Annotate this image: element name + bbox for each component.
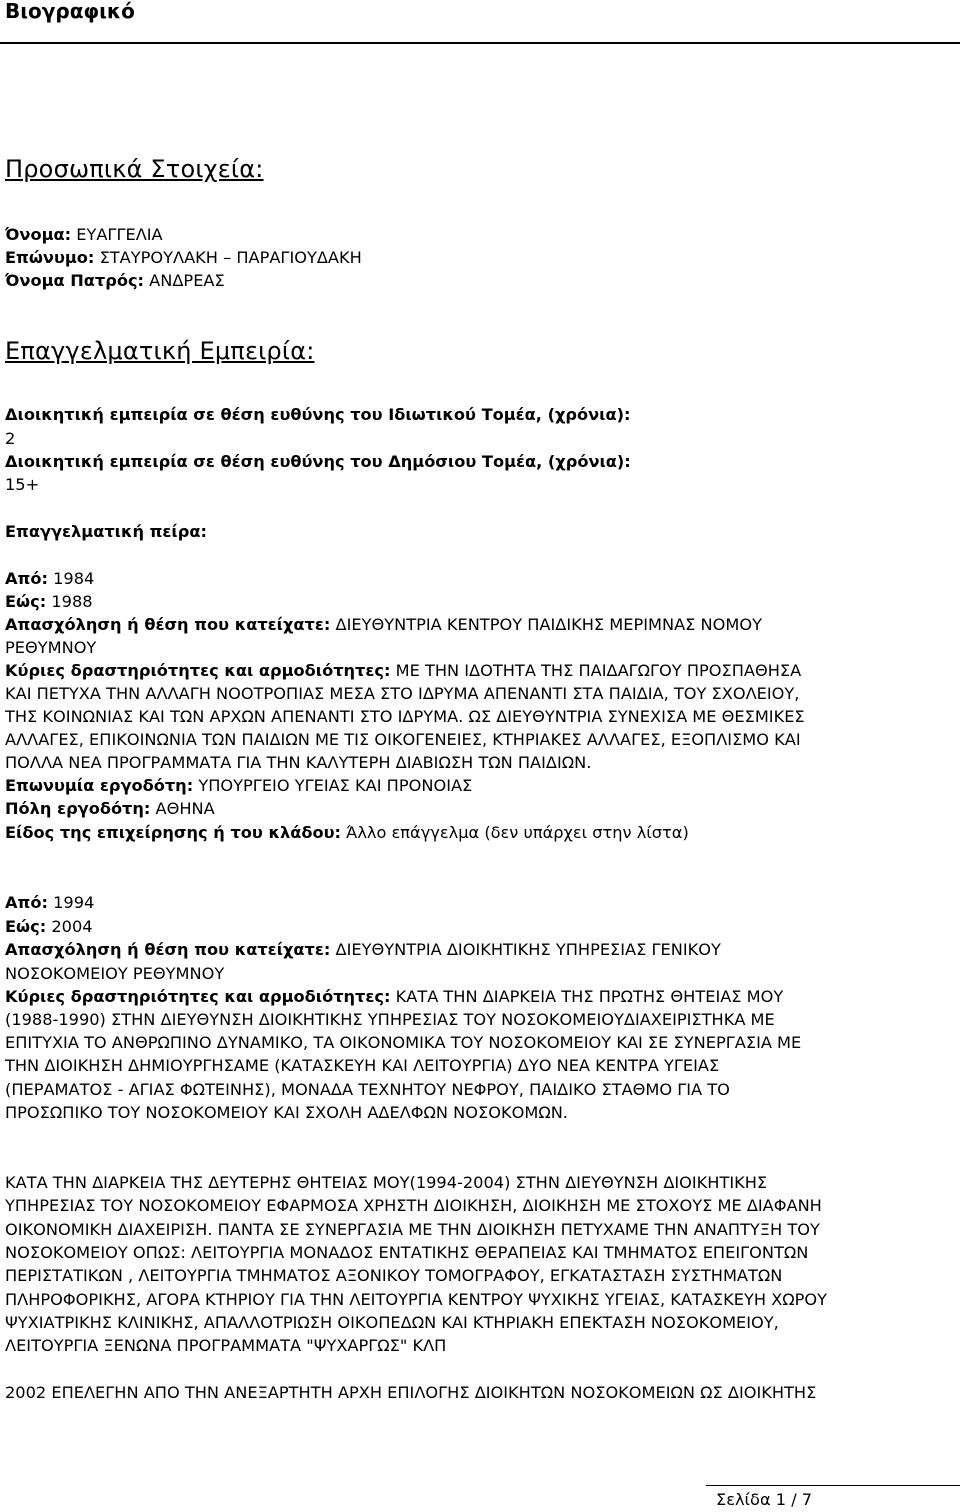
- job1-to-value: 1988: [51, 592, 93, 611]
- from-label: Από:: [5, 893, 48, 912]
- from-label: Από:: [5, 569, 48, 588]
- job1-city-value: ΑΘΗΝΑ: [155, 799, 215, 818]
- first-name-label: Όνομα:: [5, 225, 72, 244]
- second-term-line: ΛΕΙΤΟΥΡΓΙΑ ΞΕΝΩΝΑ ΠΡΟΓΡΑΜΜΑΤΑ "ΨΥΧΑΡΓΩΣ" ΚΛΠ: [5, 1336, 447, 1355]
- job2-to-row: [5, 915, 93, 938]
- job2-duties-row: [5, 985, 783, 1008]
- job1-duties-row: [5, 659, 801, 682]
- surname-label: Επώνυμο:: [5, 248, 95, 267]
- job2-duties-line: ΕΠΙΤΥΧΙΑ ΤΟ ΑΝΘΡΩΠΙΝΟ ΔΥΝΑΜΙΚΟ, ΤΑ ΟΙΚΟΝΟΜΙΚΑ ΤΟΥ ΝΟΣΟΚΟΜΕΙΟΥ ΚΑΙ ΣΕ ΣΥΝΕΡΓΑΣΙΑ ΜΕ: [5, 1033, 802, 1052]
- second-term-line: ΠΕΡΙΣΤΑΤΙΚΩΝ , ΛΕΙΤΟΥΡΓΙΑ ΤΜΗΜΑΤΟΣ ΑΞΟΝΙΚΟΥ ΤΟΜΟΓΡΑΦΟΥ, ΕΓΚΑΤΑΣΤΑΣΗ ΣΥΣΤΗΜΑΤΩΝ: [5, 1266, 783, 1285]
- job2-duties-value: ΚΑΤΑ ΤΗΝ ΔΙΑΡΚΕΙΑ ΤΗΣ ΠΡΩΤΗΣ ΘΗΤΕΙΑΣ ΜΟΥ: [395, 987, 784, 1006]
- second-term-line: ΝΟΣΟΚΟΜΕΙΟΥ ΟΠΩΣ: ΛΕΙΤΟΥΡΓΙΑ ΜΟΝΑΔΟΣ ΕΝΤΑΤΙΚΗΣ ΘΕΡΑΠΕΙΑΣ ΚΑΙ ΤΜΗΜΑΤΟΣ ΕΠΕΙΓΟΝΤΩΝ: [5, 1243, 809, 1262]
- private-sector-label: Διοικητική εμπειρία σε θέση ευθύνης του Ιδιωτικού Τομέα, (χρόνια):: [5, 405, 631, 424]
- job2-position-row: [5, 938, 721, 961]
- duties-label: Κύριες δραστηριότητες και αρμοδιότητες:: [5, 987, 391, 1006]
- first-name-value: ΕΥΑΓΓΕΛΙΑ: [76, 225, 163, 244]
- job1-duties-line: ΚΑΙ ΠΕΤΥΧΑ ΤΗΝ ΑΛΛΑΓΗ ΝΟΟΤΡΟΠΙΑΣ ΜΕΣΑ ΣΤΟ ΙΔΡΥΜΑ ΑΠΕΝΑΝΤΙ ΣΤΑ ΠΑΙΔΙΑ, ΤΟΥ ΣΧΟΛΕΙΟΥ,: [5, 684, 800, 703]
- job1-duties-value: ΜΕ ΤΗΝ ΙΔΟΤΗΤΑ ΤΗΣ ΠΑΙΔΑΓΩΓΟΥ ΠΡΟΣΠΑΘΗΣΑ: [395, 661, 802, 680]
- father-name-row: [5, 269, 225, 292]
- position-label: Απασχόληση ή θέση που κατείχατε:: [5, 615, 331, 634]
- to-label: Εώς:: [5, 917, 47, 936]
- header-divider: [0, 42, 960, 44]
- job2-duties-line: ΤΗΝ ΔΙΟΙΚΗΣΗ ΔΗΜΙΟΥΡΓΗΣΑΜΕ (ΚΑΤΑΣΚΕΥΗ ΚΑΙ ΛΕΙΤΟΥΡΓΙΑ) ΔΥΟ ΝΕΑ ΚΕΝΤΡΑ ΥΓΕΙΑΣ: [5, 1056, 720, 1075]
- job1-from-value: 1984: [53, 569, 95, 588]
- job2-position-cont: ΝΟΣΟΚΟΜΕΙΟΥ ΡΕΘΥΜΝΟΥ: [5, 964, 225, 983]
- second-term-line: ΚΑΤΑ ΤΗΝ ΔΙΑΡΚΕΙΑ ΤΗΣ ΔΕΥΤΕΡΗΣ ΘΗΤΕΙΑΣ ΜΟΥ(1994-2004) ΣΤΗΝ ΔΙΕΥΘΥΝΣΗ ΔΙΟΙΚΗΤΙΚΗΣ: [5, 1173, 768, 1192]
- document-title: Βιογραφικό: [5, 0, 135, 23]
- position-label: Απασχόληση ή θέση που κατείχατε:: [5, 940, 331, 959]
- second-term-line: ΥΠΗΡΕΣΙΑΣ ΤΟΥ ΝΟΣΟΚΟΜΕΙΟΥ ΕΦΑΡΜΟΣΑ ΧΡΗΣΤΗ ΔΙΟΙΚΗΣΗ, ΔΙΟΙΚΗΣΗ ΜΕ ΣΤΟΧΟΥΣ ΜΕ ΔΙΑΦΑΝΗ: [5, 1196, 822, 1215]
- surname-row: [5, 246, 362, 269]
- professional-experience-heading: Επαγγελματική πείρα:: [5, 522, 207, 541]
- father-name-value: ΑΝΔΡΕΑΣ: [149, 271, 225, 290]
- final-line: 2002 ΕΠΕΛΕΓΗΝ ΑΠΟ ΤΗΝ ΑΝΕΞΑΡΤΗΤΗ ΑΡΧΗ ΕΠΙΛΟΓΗΣ ΔΙΟΙΚΗΤΩΝ ΝΟΣΟΚΟΜΕΙΩΝ ΩΣ ΔΙΟΙΚΗΤΗΣ: [5, 1383, 817, 1402]
- job1-duties-line: ΤΗΣ ΚΟΙΝΩΝΙΑΣ ΚΑΙ ΤΩΝ ΑΡΧΩΝ ΑΠΕΝΑΝΤΙ ΣΤΟ ΙΔΡΥΜΑ. ΩΣ ΔΙΕΥΘΥΝΤΡΙΑ ΣΥΝΕΧΙΣΑ ΜΕ ΘΕΣΜΙΚΕΣ: [5, 707, 805, 726]
- page-number: Σελίδα 1 / 7: [716, 1490, 813, 1509]
- job1-sector-row: [5, 821, 689, 844]
- job2-from-row: [5, 891, 94, 914]
- second-term-line: ΠΛΗΡΟΦΟΡΙΚΗΣ, ΑΓΟΡΑ ΚΤΗΡΙΟΥ ΓΙΑ ΤΗΝ ΛΕΙΤΟΥΡΓΙΑ ΚΕΝΤΡΟΥ ΨΥΧΙΚΗΣ ΥΓΕΙΑΣ, ΚΑΤΑΣΚΕΥΗ ΧΩΡΟΥ: [5, 1290, 828, 1309]
- to-label: Εώς:: [5, 592, 47, 611]
- duties-label: Κύριες δραστηριότητες και αρμοδιότητες:: [5, 661, 391, 680]
- father-name-label: Όνομα Πατρός:: [5, 271, 145, 290]
- job2-duties-line: ΠΡΟΣΩΠΙΚΟ ΤΟΥ ΝΟΣΟΚΟΜΕΙΟΥ ΚΑΙ ΣΧΟΛΗ ΑΔΕΛΦΩΝ ΝΟΣΟΚΟΜΩΝ.: [5, 1103, 568, 1122]
- first-name-row: [5, 223, 163, 246]
- job1-employer-row: [5, 774, 472, 797]
- personal-heading: Προσωπικά Στοιχεία:: [5, 155, 264, 183]
- job1-city-row: [5, 797, 215, 820]
- footer-divider: [706, 1485, 960, 1486]
- job2-duties-line: (1988-1990) ΣΤΗΝ ΔΙΕΥΘΥΝΣΗ ΔΙΟΙΚΗΤΙΚΗΣ ΥΠΗΡΕΣΙΑΣ ΤΟΥ ΝΟΣΟΚΟΜΕΙΟΥΔΙΑΧΕΙΡΙΣΤΗΚΑ ΜΕ: [5, 1010, 775, 1029]
- surname-value: ΣΤΑΥΡΟΥΛΑΚΗ – ΠΑΡΑΓΙΟΥΔΑΚΗ: [99, 248, 362, 267]
- job1-duties-line: ΑΛΛΑΓΕΣ, ΕΠΙΚΟΙΝΩΝΙΑ ΤΩΝ ΠΑΙΔΙΩΝ ΜΕ ΤΙΣ ΟΙΚΟΓΕΝΕΙΕΣ, ΚΤΗΡΙΑΚΕΣ ΑΛΛΑΓΕΣ, ΕΞΟΠΛΙΣΜΟ ΚΑΙ: [5, 730, 801, 749]
- second-term-line: ΨΥΧΙΑΤΡΙΚΗΣ ΚΛΙΝΙΚΗΣ, ΑΠΑΛΛΟΤΡΙΩΣΗ ΟΙΚΟΠΕΔΩΝ ΚΑΙ ΚΤΗΡΙΑΚΗ ΕΠΕΚΤΑΣΗ ΝΟΣΟΚΟΜΕΙΟΥ,: [5, 1313, 779, 1332]
- city-label: Πόλη εργοδότη:: [5, 799, 151, 818]
- experience-heading: Επαγγελματική Εμπειρία:: [5, 337, 315, 365]
- employer-label: Επωνυμία εργοδότη:: [5, 776, 194, 795]
- job1-position-cont: ΡΕΘΥΜΝΟΥ: [5, 638, 97, 657]
- job2-from-value: 1994: [53, 893, 95, 912]
- public-sector-value: 15+: [5, 475, 40, 494]
- job1-employer-value: ΥΠΟΥΡΓΕΙΟ ΥΓΕΙΑΣ ΚΑΙ ΠΡΟΝΟΙΑΣ: [198, 776, 473, 795]
- public-sector-label: Διοικητική εμπειρία σε θέση ευθύνης του Δημόσιου Τομέα, (χρόνια):: [5, 452, 631, 471]
- sector-label: Είδος της επιχείρησης ή του κλάδου:: [5, 823, 341, 842]
- job1-position-value: ΔΙΕΥΘΥΝΤΡΙΑ ΚΕΝΤΡΟΥ ΠΑΙΔΙΚΗΣ ΜΕΡΙΜΝΑΣ ΝΟΜΟΥ: [335, 615, 762, 634]
- job2-position-value: ΔΙΕΥΘΥΝΤΡΙΑ ΔΙΟΙΚΗΤΙΚΗΣ ΥΠΗΡΕΣΙΑΣ ΓΕΝΙΚΟΥ: [335, 940, 721, 959]
- job1-duties-line: ΠΟΛΛΑ ΝΕΑ ΠΡΟΓΡΑΜΜΑΤΑ ΓΙΑ ΤΗΝ ΚΑΛΥΤΕΡΗ ΔΙΑΒΙΩΣΗ ΤΩΝ ΠΑΙΔΙΩΝ.: [5, 753, 592, 772]
- second-term-line: ΟΙΚΟΝΟΜΙΚΗ ΔΙΑΧΕΙΡΙΣΗ. ΠΑΝΤΑ ΣΕ ΣΥΝΕΡΓΑΣΙΑ ΜΕ ΤΗΝ ΔΙΟΙΚΗΣΗ ΠΕΤΥΧΑΜΕ ΤΗΝ ΑΝΑΠΤΥΞΗ ΤΟΥ: [5, 1220, 820, 1239]
- job1-position-row: [5, 613, 762, 636]
- job1-sector-value: Άλλο επάγγελμα (δεν υπάρχει στην λίστα): [346, 823, 689, 842]
- job1-to-row: [5, 590, 93, 613]
- job2-duties-line: (ΠΕΡΑΜΑΤΟΣ - ΑΓΙΑΣ ΦΩΤΕΙΝΗΣ), ΜΟΝΑΔΑ ΤΕΧΝΗΤΟΥ ΝΕΦΡΟΥ, ΠΑΙΔΙΚΟ ΣΤΑΘΜΟ ΓΙΑ ΤΟ: [5, 1080, 730, 1099]
- job2-to-value: 2004: [51, 917, 93, 936]
- job1-from-row: [5, 567, 94, 590]
- private-sector-value: 2: [5, 429, 16, 448]
